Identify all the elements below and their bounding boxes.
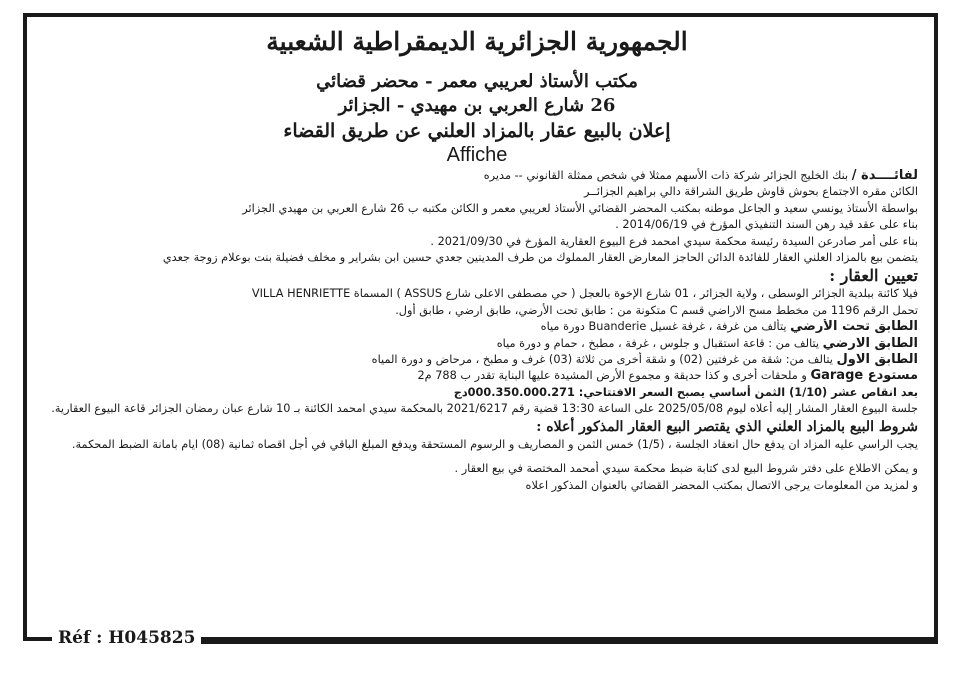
basement-label: الطابق تحت الأرضي <box>790 319 918 335</box>
garage-text: و ملحقات أخرى و كذا حديقة و مجموع الأرض المشيدة عليها البناية تقدر ب 788 م2 <box>417 369 807 383</box>
conditions-heading: شروط البيع بالمزاد العلني الذي يقتصر البيع العقار المذكور أعلاه : <box>536 418 918 435</box>
condition-3: و لمزيد من المعلومات يرجى الاتصال بمكتب المحضر القضائي بالعنوان المذكور اعلاه <box>525 478 918 492</box>
affiche-label: Affiche <box>446 144 508 166</box>
office-address: 26 شارع العربي بن مهيدي - الجزائر <box>338 95 616 116</box>
first-floor-label: الطابق الاول <box>836 352 918 368</box>
beneficiary-line <box>36 168 918 184</box>
republic-title: الجمهورية الجزائرية الديمقراطية الشعبية <box>266 27 688 56</box>
bottom-divider <box>200 641 938 644</box>
beneficiary-text: بنك الخليج الجزائر شركة ذات الأسهم ممثلا في شخص ممثلة القانوني -- مديره <box>483 169 849 182</box>
reference-number: Réf : H045825 <box>52 628 201 648</box>
ground-floor-label: الطابق الارضي <box>822 335 918 351</box>
ground-floor-text: يتالف من : قاعة استقبال و جلوس ، غرفة ، مطبخ ، حمام و دورة مياه <box>496 336 820 350</box>
property-line-2: تحمل الرقم 1196 من مخطط مسح الاراضي قسم C متكونة من : طابق تحت الأرضي، طابق ارضي ، طابق أول. <box>395 303 918 317</box>
beneficiary-label: لفائــــدة / <box>851 168 918 183</box>
office-name: مكتب الأستاذ لعريبي معمر - محضر قضائي <box>316 71 638 92</box>
notice-content <box>36 24 918 494</box>
garage-label: مستودع Garage <box>810 368 918 384</box>
body-line-2: الكائن مقره الاجتماع بحوش قاوش طريق الشراقة دالي براهيم الجزائــر <box>583 185 918 199</box>
property-heading: تعيين العقار : <box>829 266 918 286</box>
first-floor-line <box>36 352 918 368</box>
basement-text: يتألف من غرفة ، غرفة غسيل Buanderie دورة مياه <box>540 320 787 334</box>
announcement-title: إعلان بالبيع عقار بالمزاد العلني عن طريق القضاء <box>283 120 671 142</box>
body-line-5: بناء على أمر صادرعن السيدة رئيسة محكمة سيدي امحمد فرع البيوع العقارية المؤرخ في 2021/09/30 . <box>430 234 918 248</box>
body-line-4: بناء على عقد قيد رهن السند التنفيذي المؤرخ في 2014/06/19 . <box>615 218 918 232</box>
condition-2: و يمكن الاطلاع على دفتر شروط البيع لدى كتابة ضبط محكمة سيدي أمحمد المختصة في بيع العقار . <box>454 462 918 476</box>
body-line-3: بواسطة الأستاذ يونسي سعيد و الجاعل موطنه بمكتب المحضر القضائي الأستاذ لعريبي معمر و الكائن مكتبه ب 26 شارع العربي بن مهيدي الجزائر <box>242 201 918 215</box>
basement-line <box>36 319 918 335</box>
condition-1: يجب الراسي عليه المزاد ان يدفع حال انعقاد الجلسة ، (1/5) خمس الثمن و المصاريف و الرسوم المستحقة ويدفع المبلغ الباقي في أجل اقصاه ثمانية (08) ايام بامانة الضبط المحكمة. <box>71 437 918 451</box>
session-line: جلسة البيوع العقار المشار إليه أعلاه ليوم 2025/05/08 على الساعة 13:30 قضية رقم 2021/6217 بالمحكمة سيدي امحمد الكائنة بـ 10 شارع عبان رمضان الجزائر قاعة البيوع العقارية. <box>51 402 918 416</box>
property-line-1: فيلا كائنة ببلدية الجزائر الوسطى ، ولاية الجزائر ، 01 شارع الإخوة بالعجل ( حي مصطفى الاعلى شارع ASSUS ) المسماة VILLA HENRIETTE <box>251 287 918 301</box>
ground-floor-line <box>36 336 918 352</box>
garage-line <box>36 368 918 384</box>
body-line-6: يتضمن بيع بالمزاد العلني العقار للفائدة الدائن الحاجز المعارض العقار المملوك من طرف المدينين جعدي حسين ابن بشراير و مخلف فضيلة بنت بوعلام زوجة جعدي <box>162 251 918 265</box>
first-floor-text: يتالف من: شقة من غرفتين (02) و شقة أخرى من ثلاثة (03) غرف و مطبخ ، مرحاض و دورة المياه <box>371 353 833 367</box>
price-line: بعد انقاص عشر (1/10) الثمن أساسي يصبح السعر الافتتاحي: 000.350.000.271دج <box>453 385 918 399</box>
